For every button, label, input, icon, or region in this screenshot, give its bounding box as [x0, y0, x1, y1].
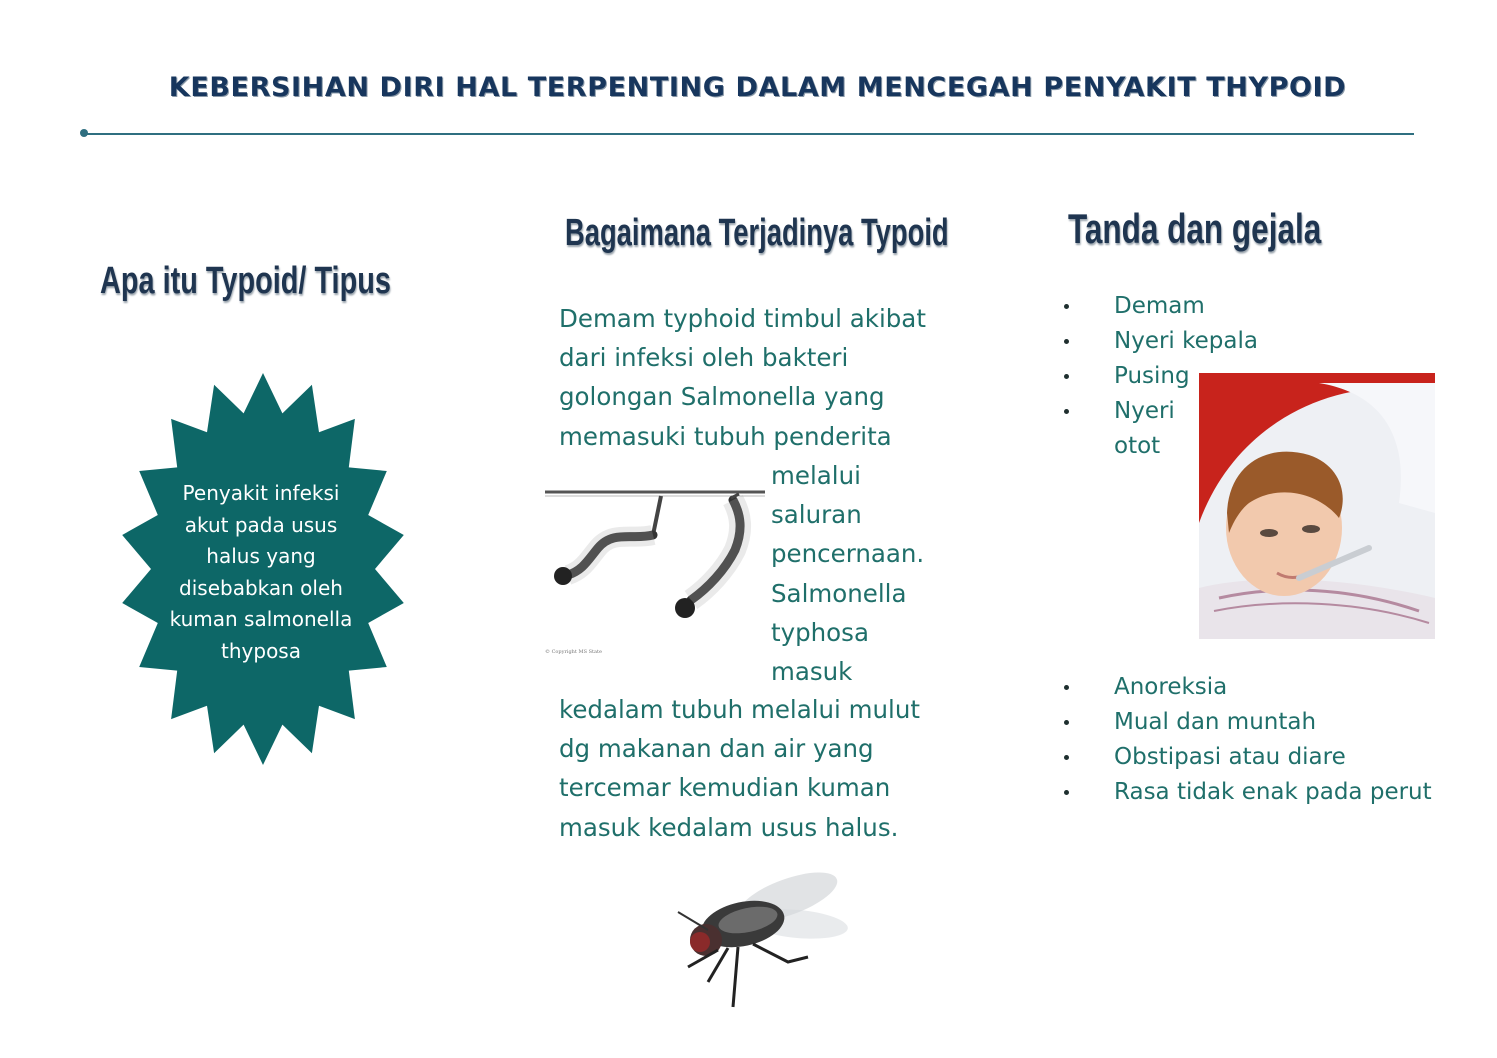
symptom-label: Rasa tidak enak pada perut	[1114, 779, 1432, 805]
symptom-list-bottom	[1064, 670, 1432, 810]
symptom-label: Mual dan muntah	[1114, 709, 1317, 735]
text-line: dg makanan dan air yang	[559, 734, 874, 764]
definition-line: Penyakit infeksi	[182, 481, 340, 505]
bullet-icon	[1064, 304, 1069, 309]
symptom-label: Anoreksia	[1114, 674, 1228, 700]
bullet-icon	[1064, 755, 1069, 760]
page-title: KEBERSIHAN DIRI HAL TERPENTING DALAM MENCEGAH PENYAKIT THYPOID	[168, 72, 1347, 103]
housefly-image	[648, 862, 848, 1012]
definition-line: akut pada usus	[184, 512, 338, 537]
sick-child-photo	[1199, 373, 1435, 639]
text-line: masuk	[771, 657, 853, 687]
text-line: kedalam tubuh melalui mulut	[559, 695, 920, 724]
text-line: memasuki tubuh penderita	[559, 421, 892, 451]
definition-line: halus yang	[206, 544, 316, 569]
text-line: pencernaan.	[771, 539, 925, 569]
symptom-label: Pusing	[1114, 363, 1190, 389]
bullet-icon	[1064, 374, 1069, 379]
list-item	[1064, 670, 1432, 705]
heading-how-typhoid-occurs: Bagaimana Terjadinya Typoid	[565, 212, 949, 254]
symptom-label: Demam	[1114, 293, 1205, 319]
text-line: melalui	[771, 461, 861, 490]
text-line: dari infeksi oleh bakteri	[559, 343, 849, 373]
definition-line: disebabkan oleh	[179, 575, 343, 600]
bullet-icon	[1064, 339, 1069, 344]
list-item	[1064, 775, 1432, 810]
text-line: typhosa	[771, 617, 869, 647]
typhoid-definition	[156, 478, 366, 668]
text-line: saluran	[771, 500, 862, 530]
text-line: golongan Salmonella yang	[559, 382, 885, 412]
transmission-text-side	[771, 456, 924, 691]
symptom-label: Nyeri kepala	[1114, 328, 1258, 354]
list-item	[1064, 740, 1432, 775]
bullet-icon	[1064, 685, 1069, 690]
list-item	[1064, 289, 1258, 324]
bullet-icon	[1064, 409, 1069, 414]
transmission-text-bottom	[559, 690, 920, 847]
symptom-label: Obstipasi atau diare	[1114, 744, 1346, 770]
symptom-label: Nyeri	[1114, 398, 1175, 424]
symptom-label-continuation: otot	[1114, 433, 1161, 459]
transmission-text-top	[559, 299, 926, 456]
definition-line: kuman salmonella	[169, 607, 353, 632]
text-line: Salmonella	[771, 578, 907, 608]
bullet-icon	[1064, 720, 1069, 725]
list-item	[1064, 705, 1432, 740]
heading-what-is-typhoid: Apa itu Typoid/ Tipus	[100, 260, 391, 302]
divider-dot	[80, 129, 88, 137]
text-line: Demam typhoid timbul akibat	[559, 304, 926, 333]
bullet-icon	[1064, 790, 1069, 795]
text-line: masuk kedalam usus halus.	[559, 812, 899, 842]
definition-line: thyposa	[221, 638, 301, 663]
image-caption: © Copyright MS State	[545, 649, 602, 655]
list-item	[1064, 324, 1258, 359]
heading-signs-symptoms: Tanda dan gejala	[1068, 205, 1322, 252]
text-line: tercemar kemudian kuman	[559, 773, 891, 803]
title-divider	[84, 133, 1414, 135]
mosquito-larvae-image	[543, 470, 769, 660]
